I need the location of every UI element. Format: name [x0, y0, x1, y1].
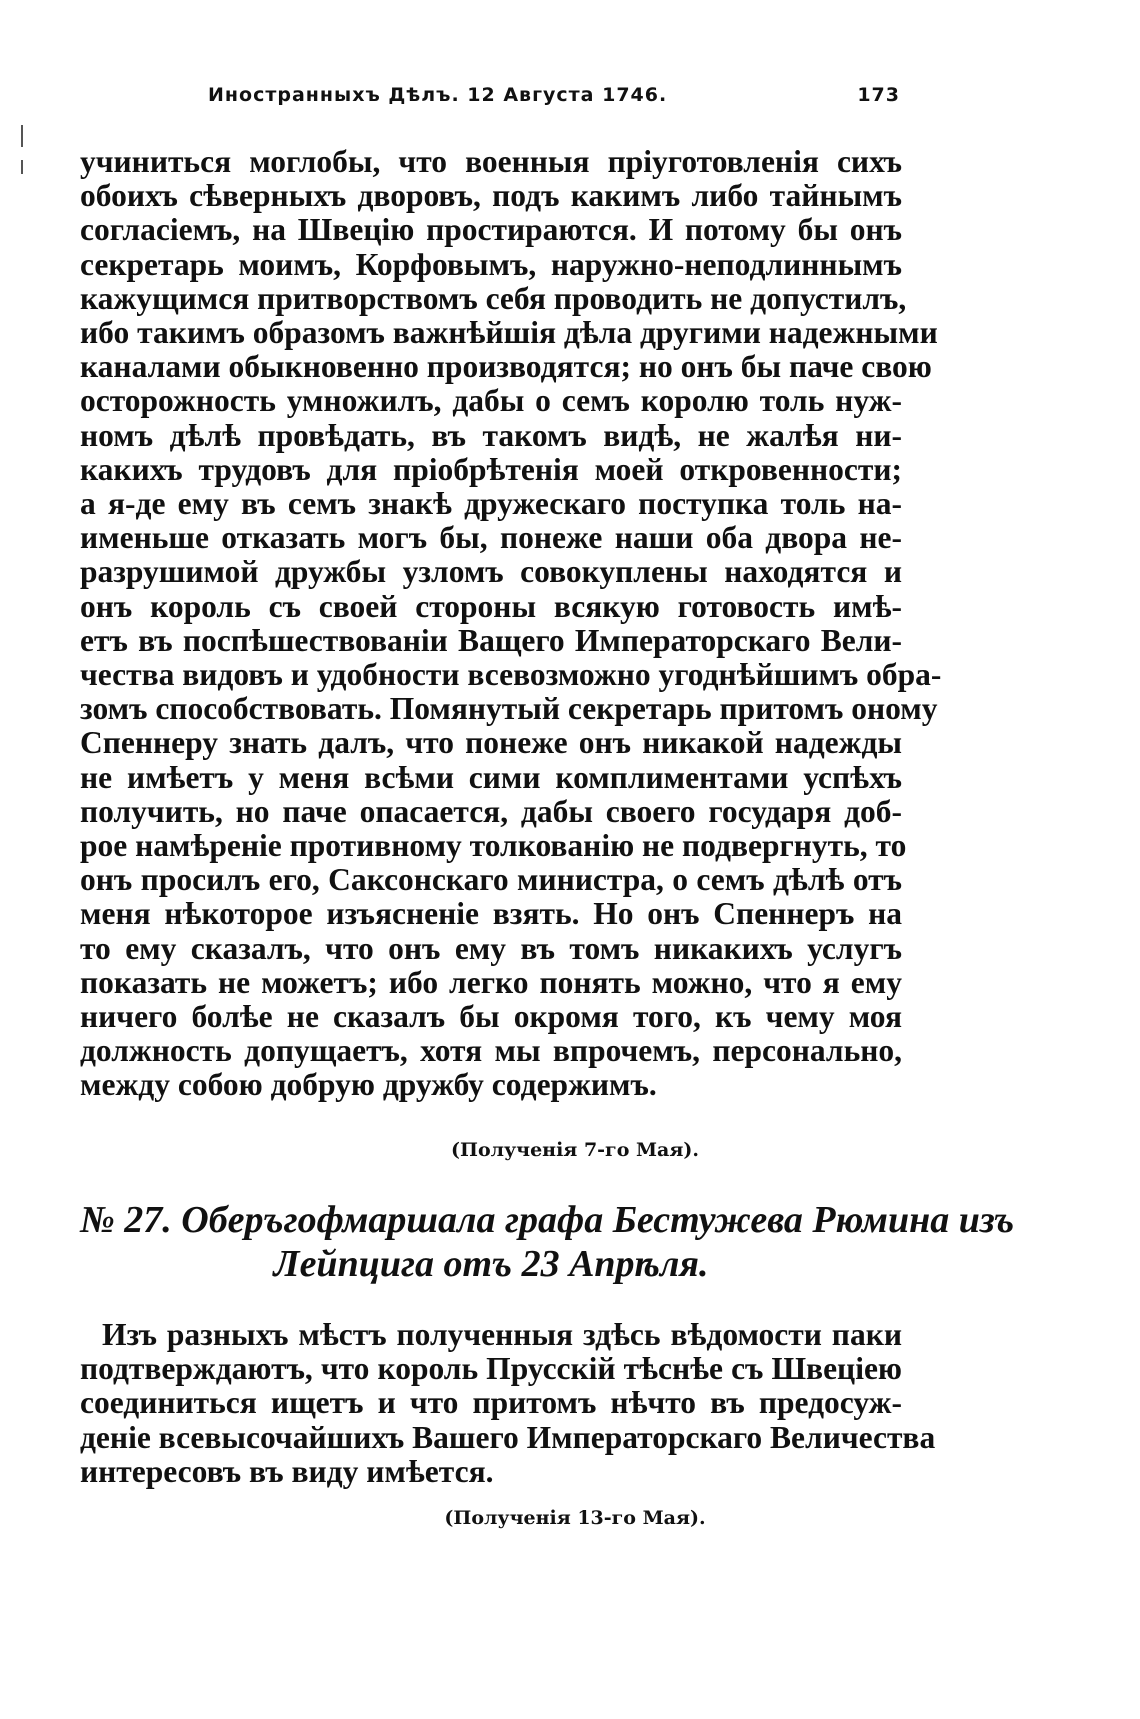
text-line: разрушимой дружбы узломъ совокуплены находятся и — [80, 554, 902, 590]
text-line: получить, но паче опасается, дабы своего государя доб- — [80, 793, 902, 829]
text-line: показать не можетъ; ибо легко понять можно, что я ему — [80, 964, 902, 1000]
text-line: чества видовъ и удобности всевозможно угоднѣйшимъ обра- — [80, 657, 942, 693]
text-line: деніе всевысочайшихъ Вашего Императорскаго Величества — [80, 1419, 936, 1455]
text-line: какихъ трудовъ для пріобрѣтенія моей откровенности; — [80, 451, 902, 487]
text-line: рое намѣреніе противному толкованію не подвергнуть, то — [80, 828, 907, 864]
text-line: етъ въ поспѣшествованіи Ващего Императорскаго Вели- — [80, 622, 902, 658]
text-line: каналами обыкновенно производятся; но онъ бы паче свою — [80, 349, 932, 385]
margin-mark — [21, 160, 23, 174]
text-line: соединиться ищетъ и что притомъ нѣчто въ предосуж- — [80, 1385, 902, 1421]
document-heading — [80, 1198, 1015, 1286]
text-line: ибо такимъ образомъ важнѣйшія дѣла другими надежными — [80, 315, 938, 351]
receipt-note-1: (Полученія 7-го Мая). — [451, 1139, 699, 1161]
running-head-title: Иностранныхъ Дѣлъ. 12 Августа 1746. — [208, 84, 668, 106]
text-line: номъ дѣлѣ провѣдать, въ такомъ видѣ, не жалѣя ни- — [80, 417, 902, 453]
heading-line-2: Лейпцига отъ 23 Апрѣля. — [273, 1243, 709, 1285]
page-number: 173 — [857, 84, 900, 106]
paragraph-2 — [80, 1317, 936, 1489]
text-line: согласіемъ, на Швецію простираются. И потому бы онъ — [80, 212, 902, 248]
margin-mark — [21, 125, 23, 147]
paragraph-1 — [80, 144, 942, 1103]
text-line: онъ король съ своей стороны всякую готовость имѣ- — [80, 588, 902, 624]
text-line: Спеннеру знать далъ, что понеже онъ никакой надежды — [80, 725, 902, 761]
text-line: осторожность умножилъ, дабы о семъ королю толь нуж- — [80, 383, 902, 419]
heading-line-1: № 27. Оберъгофмаршала графа Бестужева Рюмина изъ — [80, 1199, 1015, 1241]
text-line: обоихъ сѣверныхъ дворовъ, подъ какимъ либо тайнымъ — [80, 178, 902, 214]
text-line: меня нѣкоторое изъясненіе взять. Но онъ Спеннеръ на — [80, 896, 902, 932]
running-head — [80, 84, 900, 114]
text-line: между собою добрую дружбу содержимъ. — [80, 1067, 657, 1103]
text-line: секретарь моимъ, Корфовымъ, наружно-неподлиннымъ — [80, 246, 902, 282]
text-line: а я-де ему въ семъ знакѣ дружескаго поступка толь на- — [80, 486, 902, 522]
text-line: Изъ разныхъ мѣстъ полученныя здѣсь вѣдомости паки — [102, 1317, 902, 1352]
text-line: интересовъ въ виду имѣется. — [80, 1453, 494, 1489]
text-line: подтверждаютъ, что король Прусскій тѣснѣе съ Швеціею — [80, 1351, 902, 1387]
text-line: ничего болѣе не сказалъ бы окромя того, къ чему моя — [80, 999, 902, 1035]
text-line: не имѣетъ у меня всѣми сими комплиментами успѣхъ — [80, 759, 902, 795]
text-line: кажущимся притворствомъ себя проводить не допустилъ, — [80, 280, 907, 316]
text-line: то ему сказалъ, что онъ ему въ томъ никакихъ услугъ — [80, 930, 902, 966]
text-line: учиниться моглобы, что военныя пріуготовленія сихъ — [80, 144, 902, 179]
text-line: онъ просилъ его, Саксонскаго министра, о семъ дѣлѣ отъ — [80, 862, 902, 898]
text-line: зомъ способствовать. Помянутый секретарь притомъ оному — [80, 691, 938, 727]
receipt-note-2: (Полученія 13-го Мая). — [444, 1507, 706, 1529]
text-line: должность допущаетъ, хотя мы впрочемъ, персонально, — [80, 1033, 902, 1069]
text-line: именьше отказать могъ бы, понеже наши оба двора не- — [80, 520, 902, 556]
